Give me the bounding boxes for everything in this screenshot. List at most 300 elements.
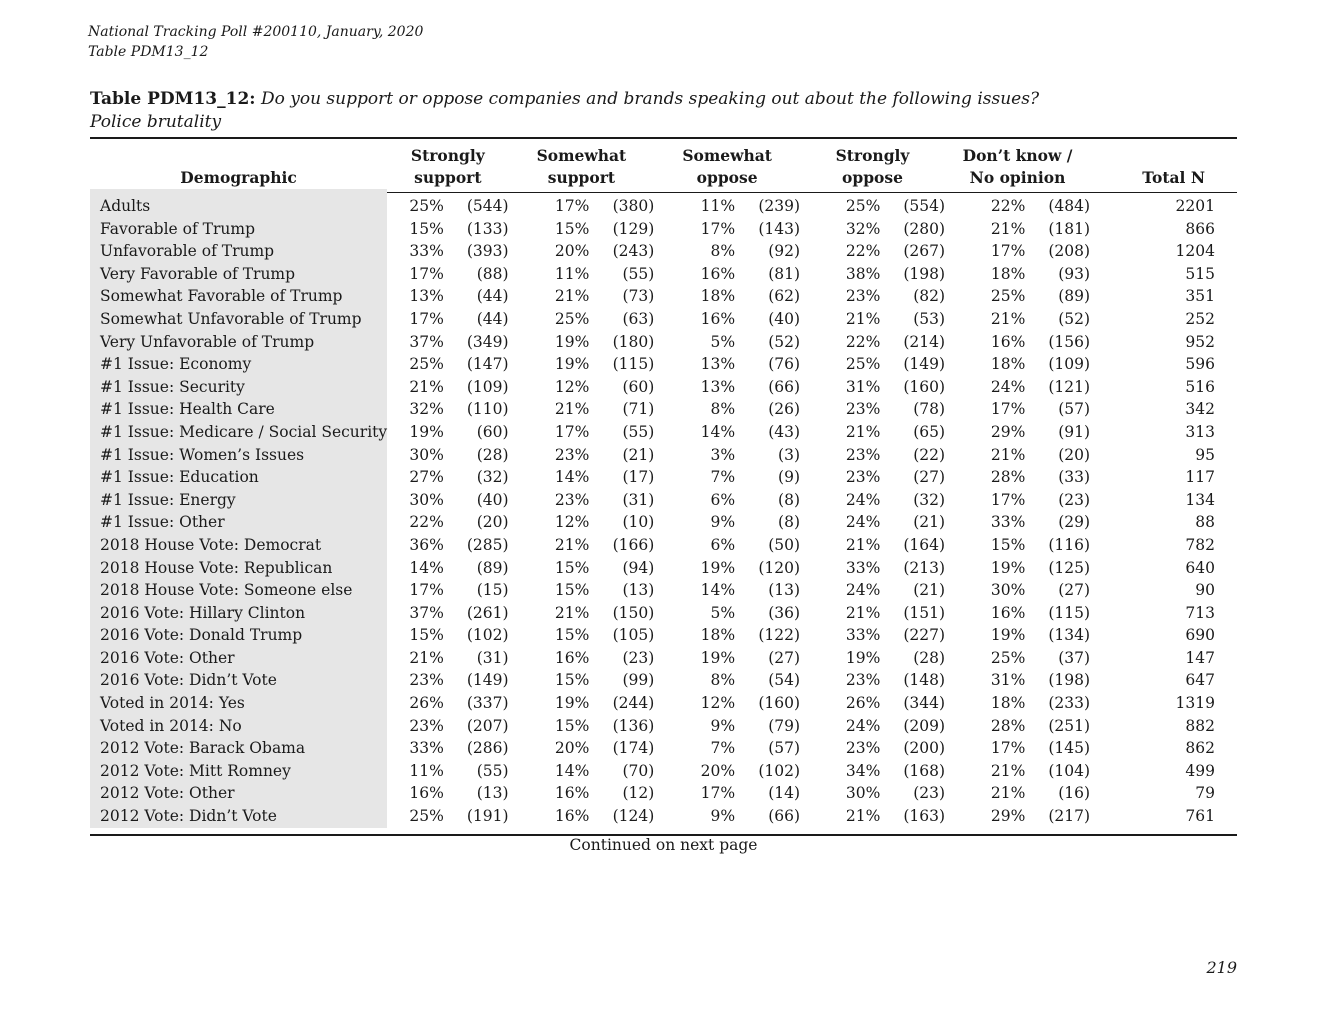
somewhat-support-pct: 19% xyxy=(554,332,590,351)
total-n-cell: 117 xyxy=(1185,468,1215,487)
strongly-support-pct: 27% xyxy=(409,468,444,487)
strongly-support-pct: 22% xyxy=(409,513,444,532)
somewhat-support-n: (380) xyxy=(612,197,655,215)
strongly-support-pct: 37% xyxy=(409,332,444,351)
table-row xyxy=(90,557,1237,580)
dont-know-pct: 28% xyxy=(990,716,1026,735)
strongly-oppose-pct: 24% xyxy=(845,716,881,735)
table-row xyxy=(90,647,1237,670)
demographic-cell: #1 Issue: Other xyxy=(90,511,387,534)
strongly-support-n: (544) xyxy=(466,197,509,215)
dont-know-n: (52) xyxy=(1058,309,1091,328)
table-row xyxy=(90,511,1237,534)
somewhat-oppose-pct: 6% xyxy=(710,535,736,554)
total-n-cell: 134 xyxy=(1185,490,1215,509)
somewhat-support-n: (243) xyxy=(612,242,655,261)
demographic-cell: #1 Issue: Economy xyxy=(90,353,387,376)
strongly-support-n: (133) xyxy=(466,219,509,238)
table-row xyxy=(90,376,1237,399)
demographic-cell: #1 Issue: Women’s Issues xyxy=(90,444,387,467)
somewhat-support-pct: 23% xyxy=(554,445,590,464)
dont-know-n: (57) xyxy=(1058,400,1091,419)
demographic-cell: Voted in 2014: Yes xyxy=(90,692,387,715)
strongly-oppose-n: (554) xyxy=(903,197,946,215)
dont-know-pct: 16% xyxy=(990,603,1026,622)
total-n-cell: 647 xyxy=(1185,671,1215,690)
table-row xyxy=(90,189,1237,218)
strongly-support-pct: 14% xyxy=(409,558,444,577)
somewhat-oppose-n: (76) xyxy=(768,355,801,374)
somewhat-support-n: (70) xyxy=(622,761,655,780)
somewhat-oppose-pct: 9% xyxy=(710,807,736,826)
strongly-oppose-n: (198) xyxy=(903,264,946,283)
table-title xyxy=(90,88,1039,134)
somewhat-oppose-pct: 9% xyxy=(710,513,736,532)
somewhat-oppose-n: (102) xyxy=(758,761,801,780)
dont-know-n: (125) xyxy=(1048,558,1091,577)
strongly-oppose-n: (65) xyxy=(913,422,946,441)
dont-know-pct: 17% xyxy=(990,400,1026,419)
strongly-support-n: (44) xyxy=(476,287,509,306)
demographic-cell: 2016 Vote: Other xyxy=(90,647,387,670)
demographic-cell: 2012 Vote: Didn’t Vote xyxy=(90,805,387,828)
somewhat-oppose-pct: 19% xyxy=(700,648,736,667)
somewhat-oppose-n: (66) xyxy=(768,807,801,826)
somewhat-support-n: (244) xyxy=(612,694,655,713)
strongly-support-n: (15) xyxy=(476,581,509,600)
total-n-cell: 596 xyxy=(1185,355,1215,374)
table-row xyxy=(90,737,1237,760)
dont-know-n: (208) xyxy=(1048,242,1091,261)
dont-know-n: (37) xyxy=(1058,648,1091,667)
dont-know-pct: 21% xyxy=(990,445,1026,464)
top-rule xyxy=(90,137,1237,139)
col-somewhat-oppose: Somewhat oppose xyxy=(682,146,772,187)
total-n-cell: 90 xyxy=(1195,581,1215,600)
total-n-cell: 147 xyxy=(1185,648,1215,667)
col-somewhat-support: Somewhat support xyxy=(536,146,627,187)
somewhat-oppose-pct: 7% xyxy=(710,739,736,758)
strongly-support-pct: 13% xyxy=(409,287,444,306)
somewhat-oppose-n: (40) xyxy=(768,309,801,328)
total-n-cell: 690 xyxy=(1185,626,1215,645)
strongly-oppose-pct: 21% xyxy=(845,807,881,826)
somewhat-support-pct: 20% xyxy=(554,739,590,758)
table-row xyxy=(90,692,1237,715)
somewhat-support-n: (55) xyxy=(622,264,655,283)
strongly-support-pct: 17% xyxy=(409,264,444,283)
strongly-support-n: (109) xyxy=(466,377,509,396)
table-row xyxy=(90,444,1237,467)
somewhat-oppose-pct: 18% xyxy=(700,626,736,645)
strongly-oppose-n: (21) xyxy=(913,513,946,532)
somewhat-oppose-n: (13) xyxy=(768,581,801,600)
crosstab-table xyxy=(90,143,1237,828)
strongly-oppose-n: (267) xyxy=(903,242,946,261)
dont-know-n: (109) xyxy=(1048,355,1091,374)
demographic-cell: 2018 House Vote: Republican xyxy=(90,557,387,580)
total-n-cell: 1319 xyxy=(1175,694,1215,713)
somewhat-oppose-n: (143) xyxy=(758,219,801,238)
strongly-oppose-pct: 23% xyxy=(845,400,881,419)
strongly-support-n: (337) xyxy=(466,694,509,713)
demographic-cell: Somewhat Favorable of Trump xyxy=(90,285,387,308)
demographic-cell: Somewhat Unfavorable of Trump xyxy=(90,308,387,331)
total-n-cell: 882 xyxy=(1185,716,1215,735)
poll-name: National Tracking Poll #200110, January, 2020 xyxy=(88,24,424,40)
strongly-support-n: (149) xyxy=(466,671,509,690)
strongly-support-pct: 26% xyxy=(409,694,444,713)
strongly-support-pct: 17% xyxy=(409,309,444,328)
table-row xyxy=(90,263,1237,286)
dont-know-pct: 24% xyxy=(990,377,1026,396)
strongly-oppose-pct: 24% xyxy=(845,513,881,532)
strongly-oppose-n: (22) xyxy=(913,445,946,464)
dont-know-pct: 18% xyxy=(990,355,1026,374)
strongly-oppose-n: (78) xyxy=(913,400,946,419)
dont-know-n: (145) xyxy=(1048,739,1091,758)
strongly-oppose-n: (151) xyxy=(903,603,946,622)
somewhat-oppose-pct: 13% xyxy=(700,355,736,374)
somewhat-oppose-n: (50) xyxy=(768,535,801,554)
strongly-support-n: (88) xyxy=(476,264,509,283)
demographic-cell: 2018 House Vote: Democrat xyxy=(90,534,387,557)
somewhat-oppose-pct: 20% xyxy=(700,761,736,780)
somewhat-support-n: (99) xyxy=(622,671,655,690)
strongly-support-pct: 15% xyxy=(409,219,444,238)
total-n-cell: 713 xyxy=(1185,603,1215,622)
strongly-support-pct: 36% xyxy=(409,535,444,554)
somewhat-support-n: (180) xyxy=(612,332,655,351)
somewhat-support-pct: 21% xyxy=(554,287,590,306)
total-n-cell: 952 xyxy=(1185,332,1215,351)
col-total-n: Total N xyxy=(1142,168,1205,187)
dont-know-pct: 17% xyxy=(990,242,1026,261)
strongly-oppose-pct: 25% xyxy=(845,197,881,215)
strongly-support-n: (32) xyxy=(476,468,509,487)
strongly-oppose-n: (168) xyxy=(903,761,946,780)
strongly-oppose-pct: 34% xyxy=(845,761,881,780)
table-row xyxy=(90,669,1237,692)
strongly-oppose-pct: 22% xyxy=(845,332,881,351)
somewhat-oppose-pct: 5% xyxy=(710,332,736,351)
table-row xyxy=(90,285,1237,308)
strongly-oppose-n: (213) xyxy=(903,558,946,577)
table-row xyxy=(90,782,1237,805)
strongly-support-pct: 33% xyxy=(409,242,444,261)
somewhat-oppose-pct: 19% xyxy=(700,558,736,577)
strongly-oppose-pct: 19% xyxy=(845,648,881,667)
dont-know-n: (20) xyxy=(1058,445,1091,464)
dont-know-pct: 19% xyxy=(990,626,1026,645)
strongly-support-n: (285) xyxy=(466,535,509,554)
total-n-cell: 79 xyxy=(1195,784,1215,803)
somewhat-oppose-n: (27) xyxy=(768,648,801,667)
dont-know-n: (134) xyxy=(1048,626,1091,645)
somewhat-support-pct: 23% xyxy=(554,490,590,509)
strongly-oppose-n: (160) xyxy=(903,377,946,396)
dont-know-n: (116) xyxy=(1048,535,1091,554)
total-n-cell: 866 xyxy=(1185,219,1215,238)
total-n-cell: 351 xyxy=(1185,287,1215,306)
somewhat-support-pct: 14% xyxy=(554,761,590,780)
somewhat-oppose-n: (26) xyxy=(768,400,801,419)
dont-know-pct: 29% xyxy=(990,422,1026,441)
strongly-support-n: (110) xyxy=(466,400,509,419)
somewhat-oppose-pct: 14% xyxy=(700,422,736,441)
somewhat-support-n: (23) xyxy=(622,648,655,667)
strongly-oppose-n: (27) xyxy=(913,468,946,487)
dont-know-n: (198) xyxy=(1048,671,1091,690)
somewhat-oppose-n: (57) xyxy=(768,739,801,758)
strongly-oppose-pct: 21% xyxy=(845,603,881,622)
dont-know-n: (115) xyxy=(1048,603,1091,622)
strongly-support-n: (20) xyxy=(476,513,509,532)
strongly-oppose-n: (344) xyxy=(903,694,946,713)
strongly-support-pct: 23% xyxy=(409,671,444,690)
strongly-oppose-pct: 23% xyxy=(845,287,881,306)
strongly-support-n: (393) xyxy=(466,242,509,261)
strongly-support-pct: 17% xyxy=(409,581,444,600)
total-n-cell: 2201 xyxy=(1175,197,1215,215)
strongly-oppose-n: (227) xyxy=(903,626,946,645)
somewhat-oppose-pct: 17% xyxy=(700,784,736,803)
somewhat-support-pct: 15% xyxy=(554,626,590,645)
dont-know-pct: 21% xyxy=(990,309,1026,328)
demographic-cell: Adults xyxy=(90,189,387,218)
col-demographic: Demographic xyxy=(180,168,297,187)
dont-know-pct: 30% xyxy=(990,581,1026,600)
somewhat-oppose-pct: 7% xyxy=(710,468,736,487)
dont-know-pct: 21% xyxy=(990,761,1026,780)
somewhat-support-pct: 21% xyxy=(554,603,590,622)
table-row xyxy=(90,579,1237,602)
strongly-oppose-pct: 23% xyxy=(845,445,881,464)
strongly-support-n: (261) xyxy=(466,603,509,622)
somewhat-oppose-n: (8) xyxy=(778,490,801,509)
somewhat-support-pct: 21% xyxy=(554,535,590,554)
table-row xyxy=(90,421,1237,444)
table-row xyxy=(90,218,1237,241)
strongly-oppose-pct: 38% xyxy=(845,264,881,283)
somewhat-oppose-n: (54) xyxy=(768,671,801,690)
dont-know-pct: 22% xyxy=(990,197,1026,215)
strongly-support-pct: 37% xyxy=(409,603,444,622)
strongly-support-pct: 11% xyxy=(409,761,444,780)
somewhat-oppose-pct: 3% xyxy=(710,445,736,464)
demographic-cell: #1 Issue: Security xyxy=(90,376,387,399)
somewhat-oppose-n: (3) xyxy=(778,445,801,464)
dont-know-n: (93) xyxy=(1058,264,1091,283)
dont-know-pct: 21% xyxy=(990,219,1026,238)
strongly-support-n: (28) xyxy=(476,445,509,464)
header-row xyxy=(90,143,1237,189)
somewhat-oppose-pct: 11% xyxy=(700,197,736,215)
dont-know-pct: 15% xyxy=(990,535,1026,554)
strongly-oppose-n: (82) xyxy=(913,287,946,306)
somewhat-support-n: (129) xyxy=(612,219,655,238)
dont-know-pct: 17% xyxy=(990,490,1026,509)
strongly-oppose-pct: 33% xyxy=(845,558,881,577)
somewhat-oppose-pct: 13% xyxy=(700,377,736,396)
demographic-cell: 2012 Vote: Mitt Romney xyxy=(90,760,387,783)
total-n-cell: 342 xyxy=(1185,400,1215,419)
somewhat-oppose-pct: 12% xyxy=(700,694,736,713)
table-row xyxy=(90,805,1237,828)
strongly-support-pct: 21% xyxy=(409,377,444,396)
somewhat-support-pct: 16% xyxy=(554,807,590,826)
somewhat-support-pct: 21% xyxy=(554,400,590,419)
demographic-cell: Favorable of Trump xyxy=(90,218,387,241)
total-n-cell: 313 xyxy=(1185,422,1215,441)
strongly-oppose-n: (163) xyxy=(903,807,946,826)
somewhat-support-n: (60) xyxy=(622,377,655,396)
table-row xyxy=(90,602,1237,625)
strongly-oppose-n: (164) xyxy=(903,535,946,554)
strongly-oppose-pct: 21% xyxy=(845,422,881,441)
demographic-cell: 2018 House Vote: Someone else xyxy=(90,579,387,602)
strongly-oppose-n: (28) xyxy=(913,648,946,667)
demographic-cell: 2016 Vote: Donald Trump xyxy=(90,624,387,647)
dont-know-n: (23) xyxy=(1058,490,1091,509)
demographic-cell: Voted in 2014: No xyxy=(90,715,387,738)
somewhat-oppose-n: (81) xyxy=(768,264,801,283)
somewhat-support-n: (63) xyxy=(622,309,655,328)
demographic-cell: #1 Issue: Education xyxy=(90,466,387,489)
strongly-oppose-pct: 24% xyxy=(845,490,881,509)
somewhat-oppose-pct: 14% xyxy=(700,581,736,600)
strongly-support-n: (44) xyxy=(476,309,509,328)
somewhat-support-pct: 19% xyxy=(554,355,590,374)
demographic-cell: #1 Issue: Energy xyxy=(90,489,387,512)
somewhat-oppose-pct: 6% xyxy=(710,490,736,509)
strongly-oppose-pct: 22% xyxy=(845,242,881,261)
somewhat-support-pct: 17% xyxy=(554,422,590,441)
demographic-cell: #1 Issue: Medicare / Social Security xyxy=(90,421,387,444)
strongly-support-n: (40) xyxy=(476,490,509,509)
somewhat-support-pct: 14% xyxy=(554,468,590,487)
somewhat-oppose-n: (79) xyxy=(768,716,801,735)
somewhat-support-pct: 12% xyxy=(554,377,590,396)
strongly-support-pct: 23% xyxy=(409,716,444,735)
somewhat-oppose-pct: 8% xyxy=(710,671,736,690)
strongly-support-n: (102) xyxy=(466,626,509,645)
strongly-oppose-pct: 32% xyxy=(845,219,881,238)
question-text: Do you support or oppose companies and brands speaking out about the following issues? xyxy=(260,89,1040,109)
strongly-oppose-pct: 33% xyxy=(845,626,881,645)
somewhat-support-pct: 15% xyxy=(554,671,590,690)
table-ref: Table PDM13_12 xyxy=(88,44,209,60)
strongly-oppose-pct: 31% xyxy=(845,377,881,396)
table-row xyxy=(90,308,1237,331)
strongly-support-pct: 19% xyxy=(409,422,444,441)
running-header xyxy=(88,22,423,62)
strongly-oppose-pct: 30% xyxy=(845,784,881,803)
strongly-support-pct: 25% xyxy=(409,197,444,215)
somewhat-support-pct: 11% xyxy=(554,264,590,283)
somewhat-oppose-n: (62) xyxy=(768,287,801,306)
dont-know-n: (121) xyxy=(1048,377,1091,396)
col-strongly-support: Strongly support xyxy=(410,146,485,187)
somewhat-support-n: (12) xyxy=(622,784,655,803)
somewhat-support-pct: 15% xyxy=(554,716,590,735)
strongly-support-pct: 32% xyxy=(409,400,444,419)
somewhat-support-pct: 15% xyxy=(554,581,590,600)
strongly-support-pct: 21% xyxy=(409,648,444,667)
strongly-oppose-n: (23) xyxy=(913,784,946,803)
dont-know-n: (27) xyxy=(1058,581,1091,600)
strongly-support-pct: 30% xyxy=(409,445,444,464)
demographic-cell: 2016 Vote: Didn’t Vote xyxy=(90,669,387,692)
dont-know-n: (16) xyxy=(1058,784,1091,803)
strongly-support-pct: 33% xyxy=(409,739,444,758)
somewhat-support-pct: 16% xyxy=(554,784,590,803)
strongly-oppose-pct: 24% xyxy=(845,581,881,600)
strongly-oppose-n: (200) xyxy=(903,739,946,758)
demographic-cell: Very Favorable of Trump xyxy=(90,263,387,286)
strongly-oppose-n: (53) xyxy=(913,309,946,328)
dont-know-pct: 33% xyxy=(990,513,1026,532)
demographic-cell: Unfavorable of Trump xyxy=(90,240,387,263)
strongly-oppose-n: (148) xyxy=(903,671,946,690)
strongly-oppose-pct: 23% xyxy=(845,671,881,690)
dont-know-n: (484) xyxy=(1048,197,1091,215)
somewhat-support-n: (124) xyxy=(612,807,655,826)
strongly-oppose-n: (209) xyxy=(903,716,946,735)
strongly-support-n: (60) xyxy=(476,422,509,441)
somewhat-support-n: (55) xyxy=(622,422,655,441)
dont-know-pct: 17% xyxy=(990,739,1026,758)
somewhat-oppose-n: (43) xyxy=(768,422,801,441)
dont-know-n: (29) xyxy=(1058,513,1091,532)
total-n-cell: 95 xyxy=(1195,445,1215,464)
strongly-oppose-pct: 26% xyxy=(845,694,881,713)
dont-know-pct: 21% xyxy=(990,784,1026,803)
total-n-cell: 1204 xyxy=(1175,242,1215,261)
total-n-cell: 88 xyxy=(1195,513,1215,532)
somewhat-oppose-n: (66) xyxy=(768,377,801,396)
total-n-cell: 761 xyxy=(1185,807,1215,826)
dont-know-pct: 28% xyxy=(990,468,1026,487)
table-row xyxy=(90,240,1237,263)
dont-know-pct: 16% xyxy=(990,332,1026,351)
strongly-oppose-n: (32) xyxy=(913,490,946,509)
total-n-cell: 862 xyxy=(1185,739,1215,758)
dont-know-n: (156) xyxy=(1048,332,1091,351)
strongly-oppose-n: (21) xyxy=(913,581,946,600)
somewhat-oppose-n: (92) xyxy=(768,242,801,261)
somewhat-oppose-n: (239) xyxy=(758,197,801,215)
somewhat-support-pct: 17% xyxy=(554,197,590,215)
somewhat-oppose-n: (160) xyxy=(758,694,801,713)
somewhat-support-n: (71) xyxy=(622,400,655,419)
strongly-oppose-pct: 21% xyxy=(845,309,881,328)
strongly-support-n: (55) xyxy=(476,761,509,780)
col-strongly-oppose: Strongly oppose xyxy=(835,146,910,187)
table-row xyxy=(90,466,1237,489)
somewhat-support-n: (13) xyxy=(622,581,655,600)
strongly-support-n: (147) xyxy=(466,355,509,374)
somewhat-support-n: (136) xyxy=(612,716,655,735)
demographic-cell: 2012 Vote: Other xyxy=(90,782,387,805)
somewhat-support-pct: 25% xyxy=(554,309,590,328)
total-n-cell: 499 xyxy=(1185,761,1215,780)
somewhat-support-n: (105) xyxy=(612,626,655,645)
strongly-support-pct: 30% xyxy=(409,490,444,509)
somewhat-oppose-n: (122) xyxy=(758,626,801,645)
dont-know-pct: 25% xyxy=(990,287,1026,306)
somewhat-oppose-n: (14) xyxy=(768,784,801,803)
